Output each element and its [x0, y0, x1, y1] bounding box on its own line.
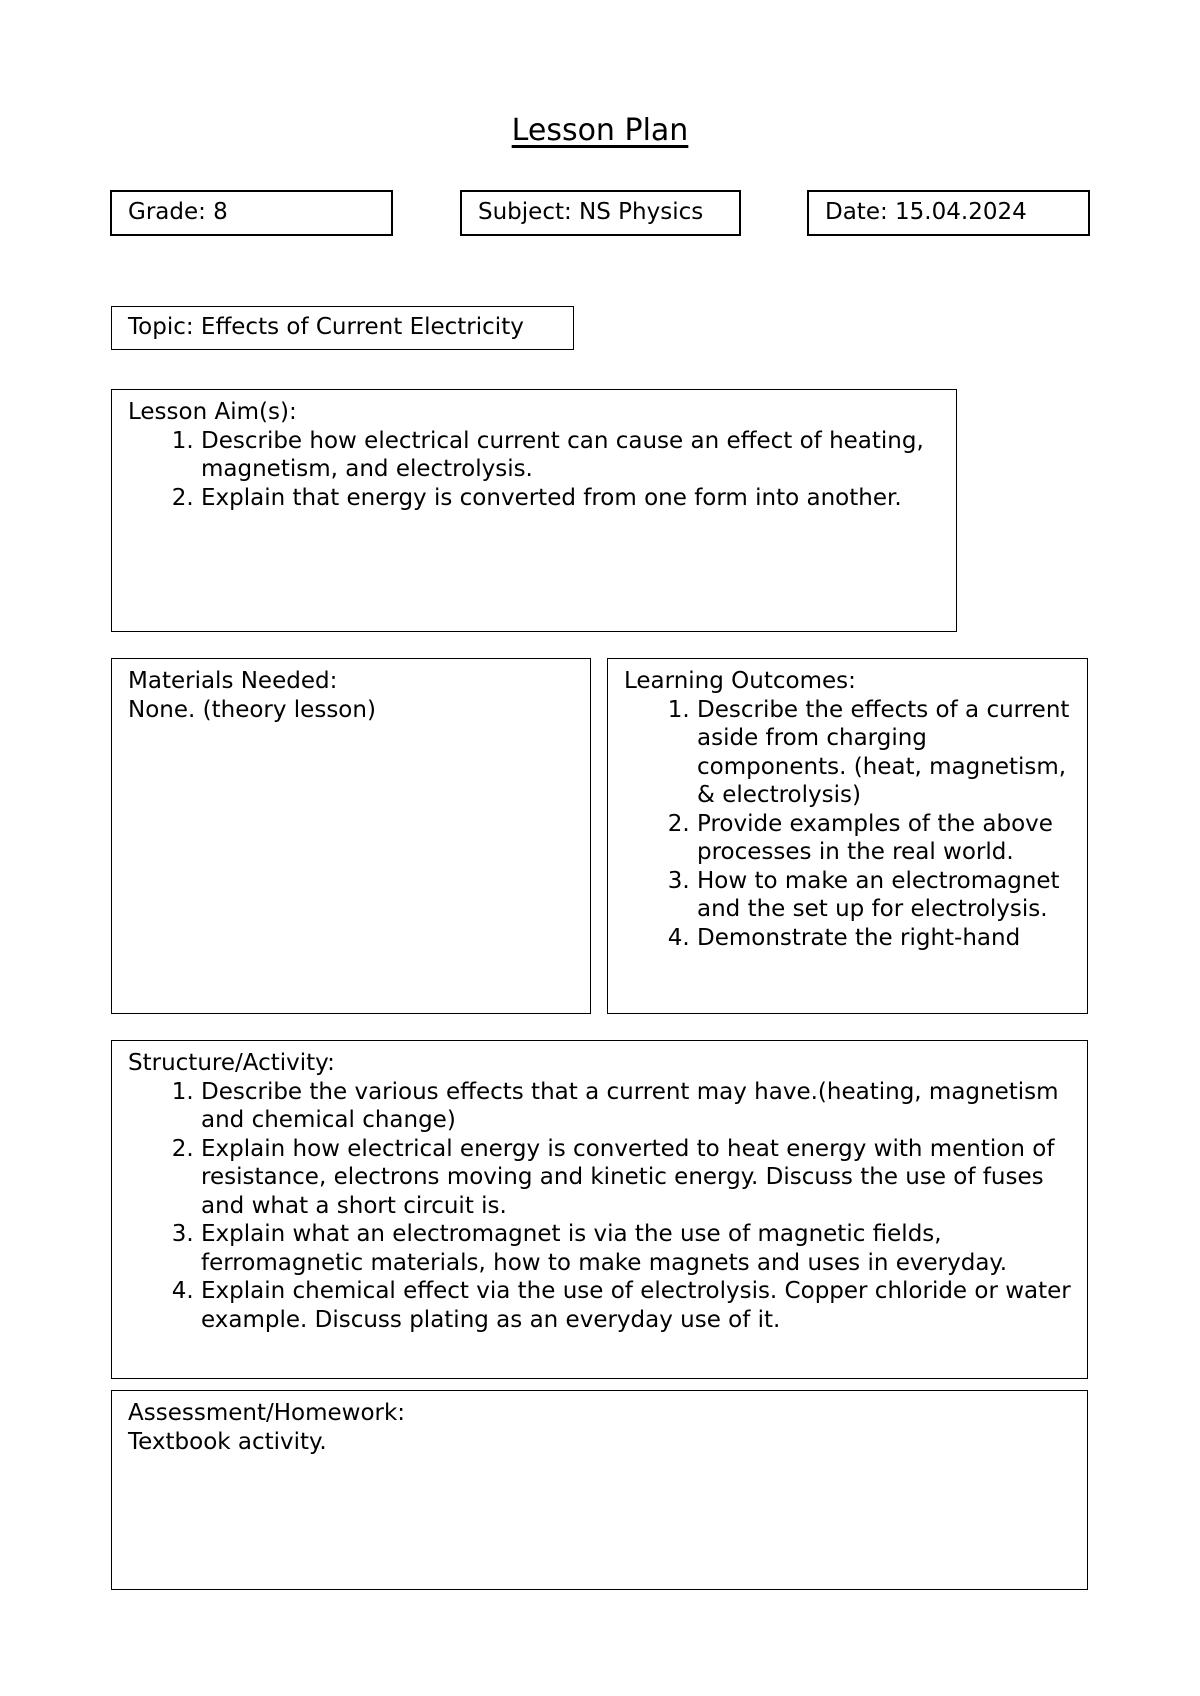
list-item: 2. Explain how electrical energy is converted to heat energy with mention of resistance, electrons moving and kinetic energy. Discuss the use of fuses and what a short circuit is. [201, 1135, 1071, 1221]
learning-outcomes-list [624, 696, 1077, 953]
date-field [807, 190, 1090, 236]
page-title: Lesson Plan [511, 113, 689, 148]
assessment-homework-box [111, 1390, 1088, 1590]
list-item: 2. Explain that energy is converted from one form into another. [201, 484, 940, 513]
subject-text: Subject: NS Physics [478, 199, 704, 225]
lesson-aims-list [128, 427, 940, 513]
lesson-aims-label: Lesson Aim(s): [128, 399, 297, 425]
list-item: 3. How to make an electromagnet and the set up for electrolysis. [697, 867, 1077, 924]
list-item: 1. Describe how electrical current can cause an effect of heating, magnetism, and electrolysis. [201, 427, 940, 484]
topic-field [111, 306, 574, 350]
structure-activity-list [128, 1078, 1071, 1335]
topic-text: Topic: Effects of Current Electricity [128, 314, 524, 340]
list-item: 4. Demonstrate the right-hand [697, 924, 1077, 953]
assessment-homework-value: Textbook activity. [128, 1428, 327, 1455]
structure-activity-box [111, 1040, 1088, 1379]
grade-text: Grade: 8 [128, 199, 228, 225]
learning-outcomes-box [607, 658, 1088, 1014]
list-item: 4. Explain chemical effect via the use of electrolysis. Copper chloride or water example. Discuss plating as an everyday use of it. [201, 1277, 1071, 1334]
list-item: 3. Explain what an electromagnet is via the use of magnetic fields, ferromagnetic materials, how to make magnets and uses in everyday. [201, 1220, 1071, 1277]
list-item: 1. Describe the various effects that a current may have.(heating, magnetism and chemical change) [201, 1078, 1071, 1135]
lesson-aims-box [111, 389, 957, 632]
grade-field [110, 190, 393, 236]
list-item: 2. Provide examples of the above processes in the real world. [697, 810, 1077, 867]
assessment-homework-label: Assessment/Homework: [128, 1400, 406, 1426]
structure-activity-label: Structure/Activity: [128, 1050, 335, 1076]
subject-field [460, 190, 741, 236]
learning-outcomes-label: Learning Outcomes: [624, 668, 856, 694]
materials-value: None. (theory lesson) [128, 696, 376, 723]
list-item: 1. Describe the effects of a current aside from charging components. (heat, magnetism, & electrolysis) [697, 696, 1077, 810]
date-text: Date: 15.04.2024 [825, 199, 1027, 225]
materials-box [111, 658, 591, 1014]
materials-label: Materials Needed: [128, 668, 338, 694]
